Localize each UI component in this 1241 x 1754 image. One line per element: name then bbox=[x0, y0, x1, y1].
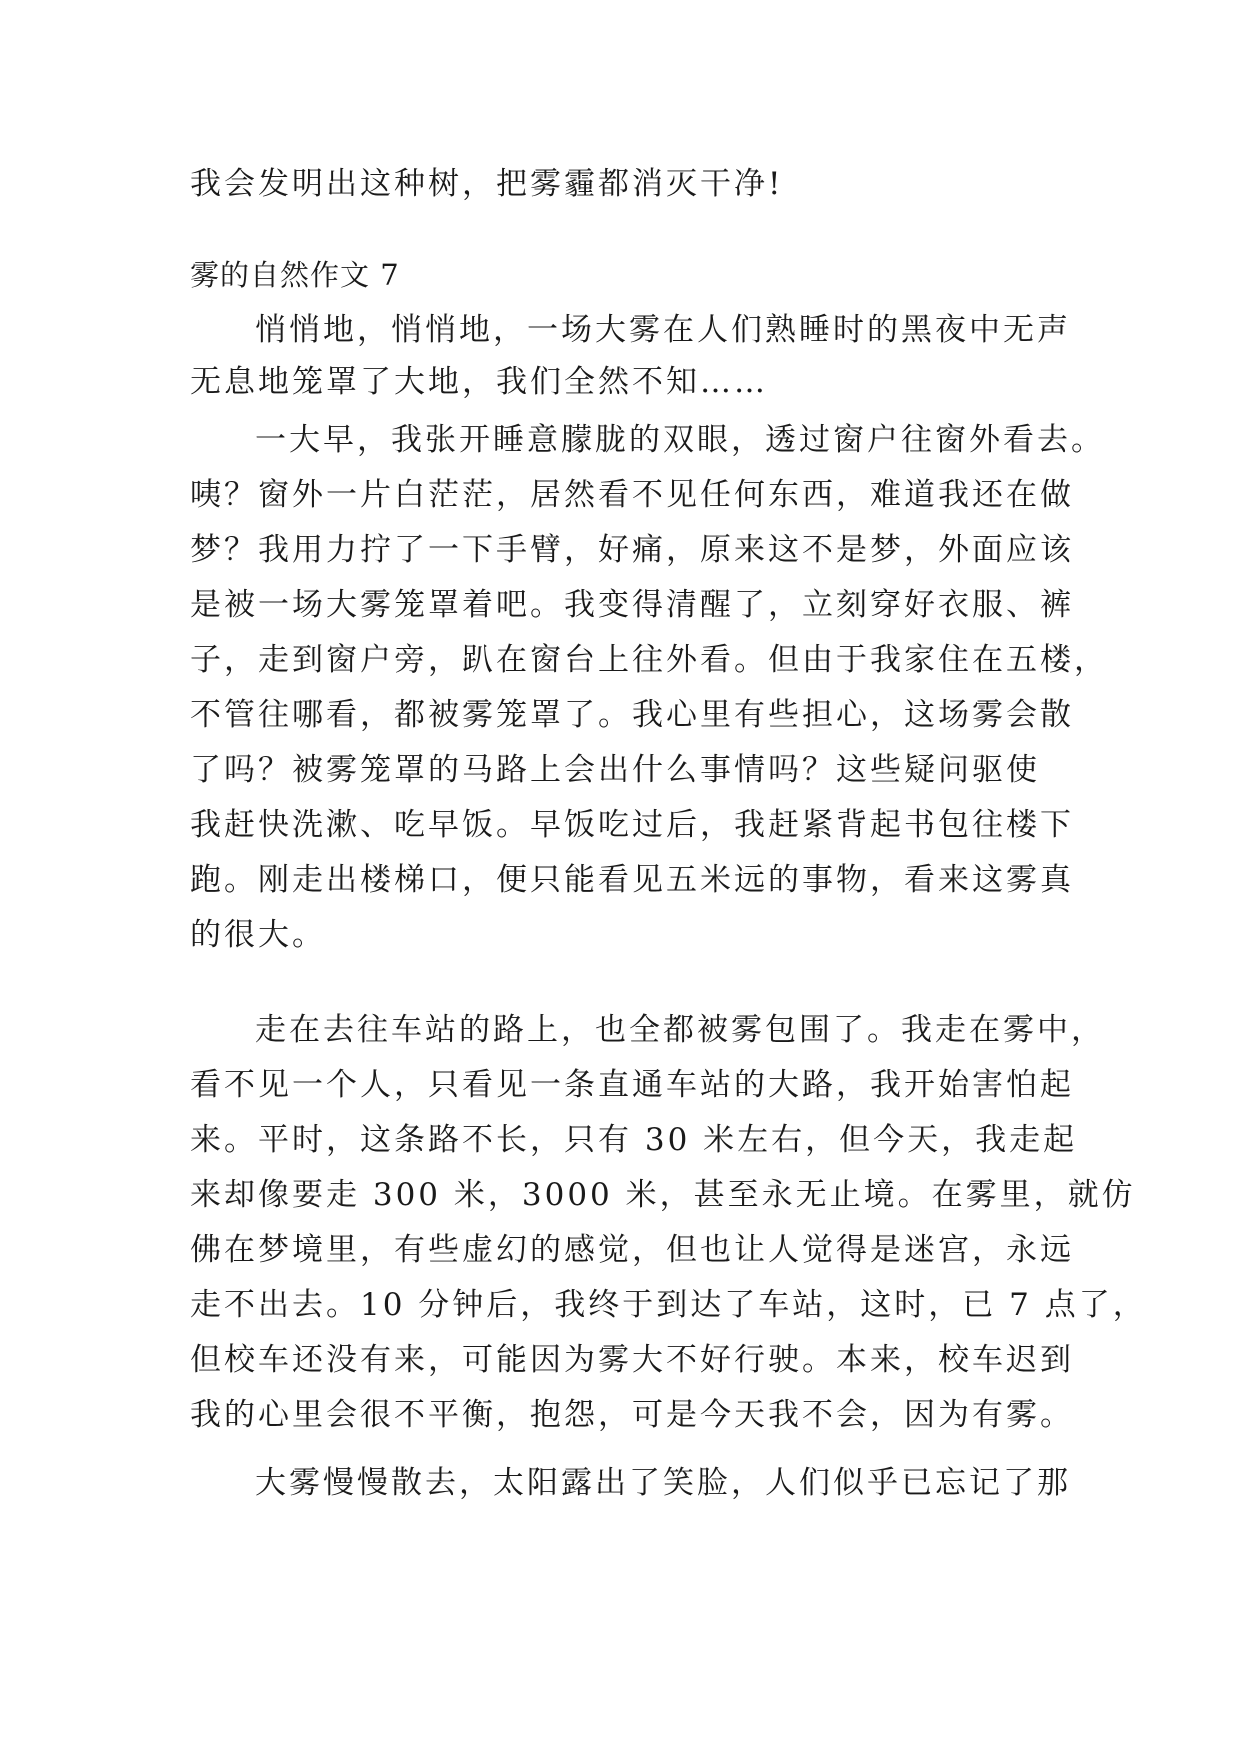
text-line: 是被一场大雾笼罩着吧。我变得清醒了，立刻穿好衣服、裤 bbox=[190, 587, 1074, 623]
text-line: 无息地笼罩了大地，我们全然不知…… bbox=[190, 364, 768, 400]
text-line: 但校车还没有来，可能因为雾大不好行驶。本来，校车迟到 bbox=[190, 1342, 1074, 1378]
text-line: 咦？窗外一片白茫茫，居然看不见任何东西，难道我还在做 bbox=[190, 477, 1074, 513]
text-line: 悄悄地，悄悄地，一场大雾在人们熟睡时的黑夜中无声 bbox=[255, 312, 1071, 348]
text-line: 佛在梦境里，有些虚幻的感觉，但也让人觉得是迷宫，永远 bbox=[190, 1232, 1074, 1268]
text-line: 不管往哪看，都被雾笼罩了。我心里有些担心，这场雾会散 bbox=[190, 697, 1074, 733]
text-line: 梦？我用力拧了一下手臂，好痛，原来这不是梦，外面应该 bbox=[190, 532, 1074, 568]
text-line: 看不见一个人，只看见一条直通车站的大路，我开始害怕起 bbox=[190, 1067, 1074, 1103]
text-line: 来。平时，这条路不长，只有 30 米左右，但今天，我走起 bbox=[190, 1122, 1078, 1158]
text-line: 了吗？被雾笼罩的马路上会出什么事情吗？这些疑问驱使 bbox=[190, 752, 1040, 788]
text-line: 我赶快洗漱、吃早饭。早饭吃过后，我赶紧背起书包往楼下 bbox=[190, 807, 1074, 843]
text-line: 来却像要走 300 米，3000 米，甚至永无止境。在雾里，就仿 bbox=[190, 1177, 1136, 1213]
text-line: 走不出去。10 分钟后，我终于到达了车站，这时，已 7 点了， bbox=[190, 1287, 1147, 1323]
text-line: 一大早，我张开睡意朦胧的双眼，透过窗户往窗外看去。 bbox=[255, 422, 1105, 458]
section-heading: 雾的自然作文 7 bbox=[190, 258, 400, 292]
text-line: 的很大。 bbox=[190, 917, 326, 953]
text-line: 大雾慢慢散去，太阳露出了笑脸，人们似乎已忘记了那 bbox=[255, 1465, 1071, 1501]
text-line: 走在去往车站的路上，也全都被雾包围了。我走在雾中， bbox=[255, 1012, 1105, 1048]
text-line: 我的心里会很不平衡，抱怨，可是今天我不会，因为有雾。 bbox=[190, 1397, 1074, 1433]
text-line: 子，走到窗户旁，趴在窗台上往外看。但由于我家住在五楼， bbox=[190, 642, 1108, 678]
text-line: 我会发明出这种树，把雾霾都消灭干净! bbox=[190, 166, 784, 202]
text-line: 跑。刚走出楼梯口，便只能看见五米远的事物，看来这雾真 bbox=[190, 862, 1074, 898]
